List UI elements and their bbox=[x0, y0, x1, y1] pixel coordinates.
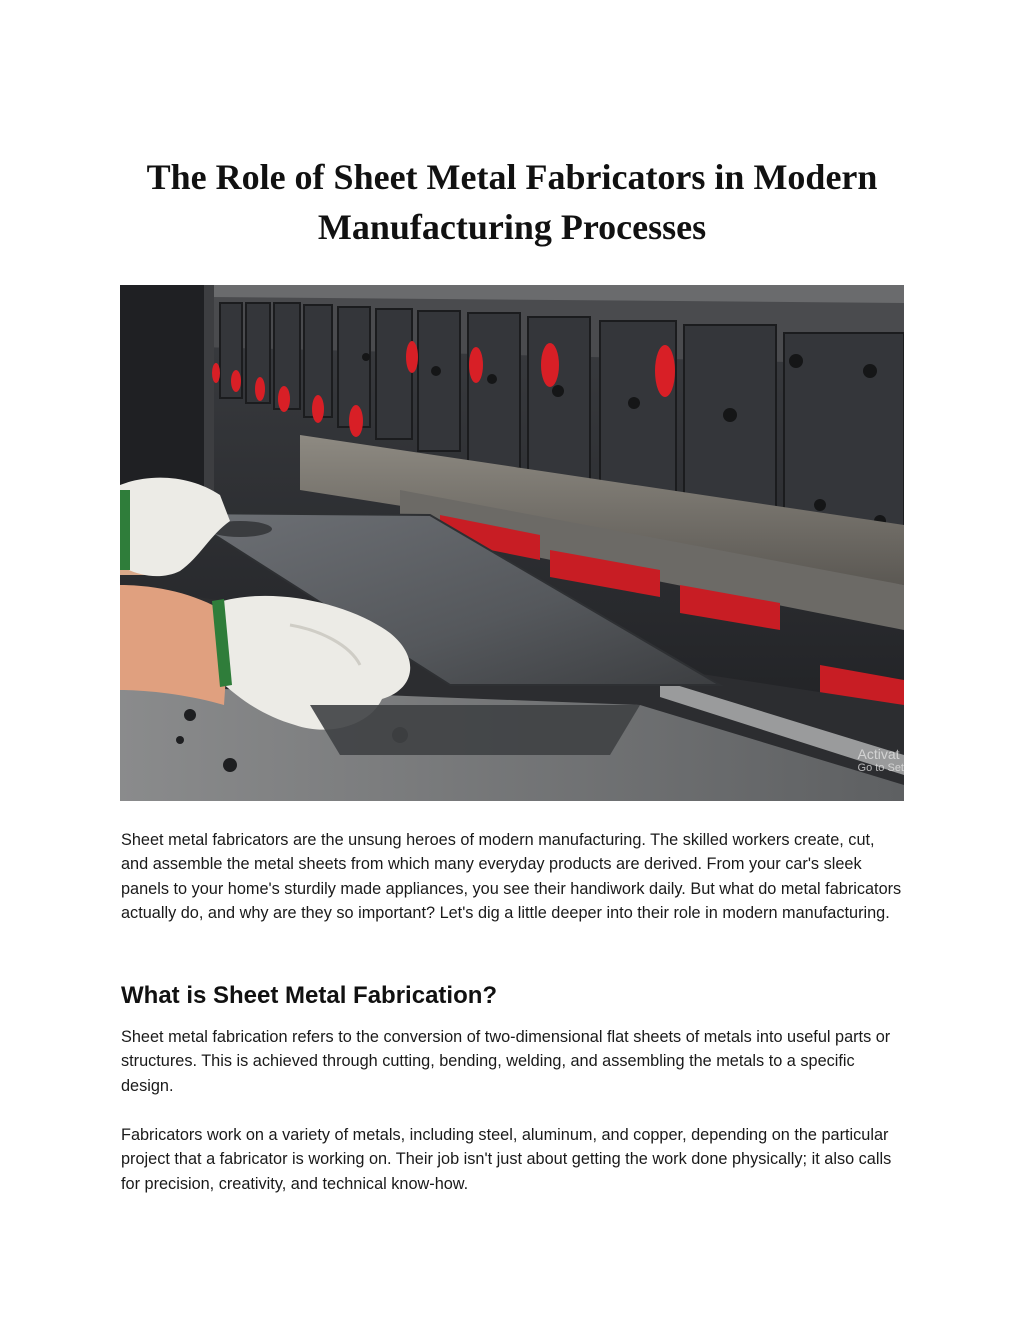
hero-image bbox=[120, 285, 904, 801]
section-paragraph-1: Sheet metal fabrication refers to the conversion of two-dimensional flat sheets of metals into useful parts or structures. This is achieved through cutting, bending, welding, and assembling the metals to a specific design. bbox=[121, 1028, 891, 1095]
press-brake-illustration bbox=[120, 285, 904, 801]
page-title: The Role of Sheet Metal Fabricators in Modern Manufacturing Processes bbox=[146, 157, 878, 247]
intro-paragraph: Sheet metal fabricators are the unsung heroes of modern manufacturing. The skilled workers create, cut, and assemble the metal sheets from which many everyday products are derived. From your car's sleek panels to your home's sturdily made appliances, you see their handiwork daily. But what do metal fabricators actually do, and why are they so important? Let's dig a little deeper into their role in modern manufacturing. bbox=[121, 831, 902, 922]
section-paragraph-2: Fabricators work on a variety of metals, including steel, aluminum, and copper, depending on the particular project that a fabricator is working on. Their job isn't just about getting the work done physically; it also calls for precision, creativity, and technical know-how. bbox=[121, 1126, 892, 1193]
section-heading: What is Sheet Metal Fabrication? bbox=[121, 982, 498, 1009]
watermark-line-1: Activat bbox=[857, 746, 900, 762]
watermark-line-2: Go to Set bbox=[857, 762, 904, 774]
activation-watermark bbox=[858, 746, 904, 775]
